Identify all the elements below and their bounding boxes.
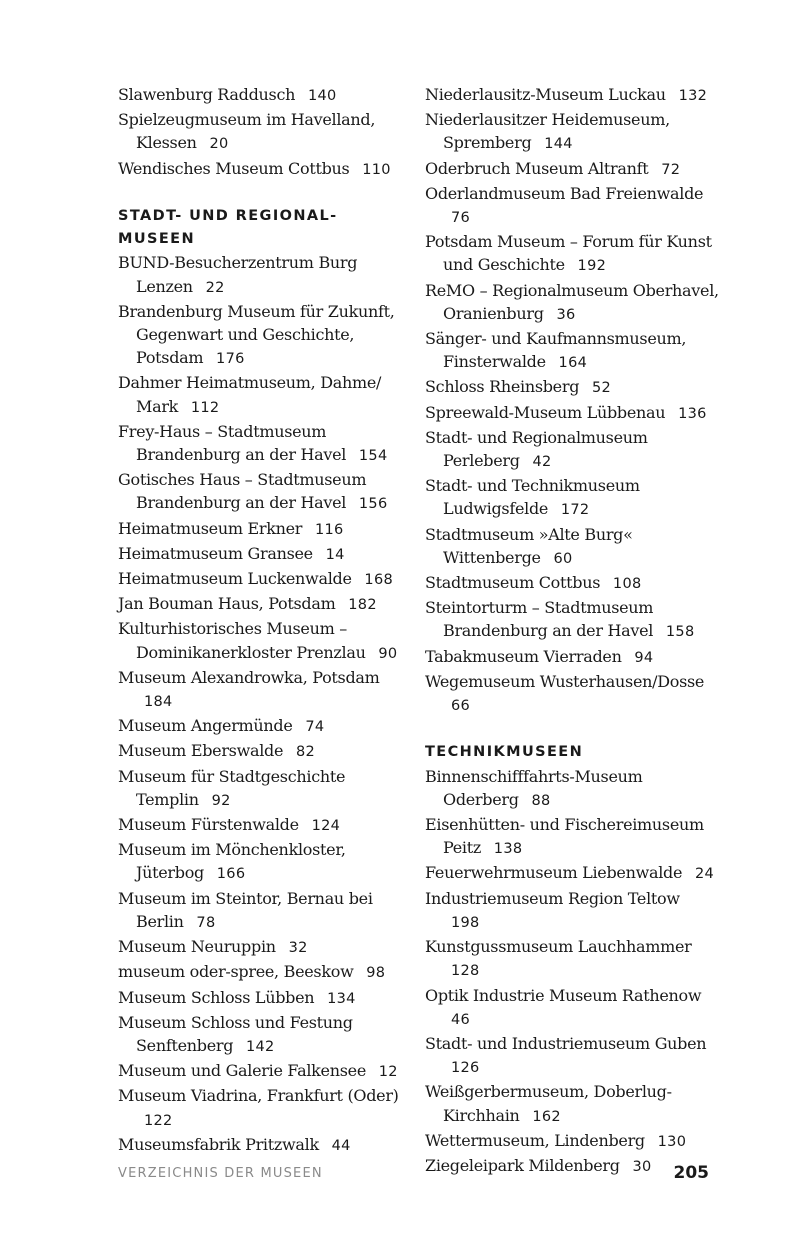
index-entry (425, 108, 720, 156)
entry-page-number: 158 (665, 624, 695, 641)
entry-page-number: 192 (577, 258, 607, 275)
entry-page-number: 164 (558, 355, 588, 372)
entry-page-number: 24 (694, 866, 715, 883)
entry-name: Stadtmuseum Cottbus (425, 573, 601, 593)
entry-name: Potsdam Museum – Forum für Kunst und Geschichte (425, 232, 712, 275)
entry-name: museum oder-spree, Beeskow (118, 962, 354, 982)
entry-name: Museumsfabrik Pritzwalk (118, 1134, 319, 1154)
entry-name: Museum und Galerie Falkensee (118, 1061, 366, 1081)
entry-name: Heimatmuseum Gransee (118, 543, 313, 563)
entry-page-number: 66 (451, 698, 471, 715)
entry-name: Museum im Mönchenkloster, Jüterbog (118, 840, 346, 883)
index-entry (425, 279, 720, 327)
entry-page-number: 162 (532, 1108, 561, 1125)
index-entry (425, 861, 720, 886)
index-column-right (425, 83, 720, 1179)
entry-page-number: 198 (451, 914, 480, 931)
entry-page-number: 78 (196, 914, 216, 931)
index-entry (118, 1011, 408, 1059)
entry-name: Frey-Haus – Stadtmuseum Brandenburg an der Havel (118, 421, 347, 465)
entry-name: Gotisches Haus – Stadtmuseum Brandenburg an der Havel (118, 470, 367, 513)
index-entry (118, 714, 408, 739)
entry-page-number: 136 (678, 405, 707, 422)
index-entry (425, 1032, 720, 1080)
index-entry (118, 157, 408, 182)
index-entry (425, 426, 720, 474)
index-entry (118, 592, 408, 617)
entry-name: Oderbruch Museum Altranft (425, 158, 649, 178)
entry-page-number: 124 (311, 818, 341, 835)
index-entry (425, 230, 720, 278)
entry-name: Wendisches Museum Cottbus (118, 158, 350, 178)
index-entry (118, 300, 408, 372)
index-entry (425, 935, 720, 983)
index-entry (118, 1133, 408, 1158)
index-entry (425, 83, 720, 108)
page-number: 205 (673, 1163, 709, 1183)
index-entry (118, 251, 408, 299)
entry-name: Dahmer Heimatmuseum, Dahme/ Mark (118, 373, 382, 416)
entry-page-number: 108 (612, 576, 642, 593)
entry-page-number: 166 (216, 866, 246, 883)
index-entry (118, 617, 408, 665)
index-entry (118, 371, 408, 419)
entry-name: BUND-Besucherzentrum Burg Lenzen (118, 253, 358, 296)
index-entry (118, 420, 408, 468)
entry-name: Niederlausitz-Museum Luckau (425, 85, 666, 104)
entry-name: Heimatmuseum Erkner (118, 518, 303, 538)
entry-name: Stadt- und Technikmuseum Ludwigsfelde (425, 476, 640, 519)
entry-page-number: 144 (544, 136, 573, 153)
entry-name: Museum Fürstenwalde (118, 815, 299, 835)
entry-page-number: 46 (451, 1011, 471, 1028)
index-entry (118, 986, 408, 1011)
index-entry (118, 517, 408, 542)
entry-page-number: 128 (451, 963, 480, 980)
index-entry (118, 960, 408, 985)
entry-name: Binnenschifffahrts-Museum Oderberg (425, 766, 643, 809)
entry-page-number: 98 (366, 965, 386, 982)
entry-name: Museum im Steintor, Bernau bei Berlin (118, 888, 373, 931)
section-heading-stadt-regional: STADT- UND REGIONAL-MUSEEN (118, 208, 338, 248)
entry-page-number: 184 (144, 694, 173, 711)
index-entry (425, 596, 720, 644)
entry-name: Stadtmuseum »Alte Burg« Wittenberge (425, 524, 633, 567)
entry-page-number: 44 (331, 1137, 351, 1154)
entry-page-number: 132 (678, 88, 708, 104)
entry-page-number: 168 (364, 572, 393, 589)
entry-page-number: 30 (632, 1158, 652, 1175)
entry-name: Stadt- und Regionalmuseum Perleberg (425, 427, 648, 471)
entry-page-number: 126 (451, 1060, 480, 1077)
entry-name: Wegemuseum Wusterhausen/Dosse (425, 671, 705, 691)
entry-list (118, 251, 408, 1158)
entry-name: Oderlandmuseum Bad Freienwalde (425, 183, 704, 203)
entry-name: Museum Schloss und Festung Senftenberg (118, 1012, 353, 1055)
entry-name: Spielzeugmuseum im Havelland, Klessen (118, 110, 376, 153)
entry-page-number: 60 (553, 550, 573, 567)
entry-page-number: 122 (144, 1112, 173, 1129)
entry-name: Steintorturm – Stadtmuseum Brandenburg an der Havel (425, 598, 654, 641)
entry-page-number: 94 (634, 649, 654, 666)
index-column-left (118, 83, 408, 1158)
index-entry (118, 838, 408, 886)
entry-page-number: 156 (358, 496, 388, 513)
index-entry (118, 468, 408, 516)
index-entry (118, 887, 408, 935)
entry-page-number: 32 (288, 940, 308, 957)
entry-page-number: 88 (531, 792, 551, 809)
index-entry (425, 401, 720, 426)
index-entry (425, 645, 720, 670)
entry-name: Eisenhütten- und Fischereimuseum Peitz (425, 815, 704, 858)
entry-page-number: 42 (532, 454, 552, 471)
index-entry (118, 83, 408, 108)
entry-page-number: 182 (348, 597, 377, 614)
entry-page-number: 176 (216, 351, 245, 368)
index-entry (118, 813, 408, 838)
index-entry (118, 108, 408, 156)
index-entry (425, 523, 720, 571)
index-entry (118, 1084, 408, 1132)
entry-name: Sänger- und Kaufmannsmuseum, Finsterwalde (425, 329, 687, 372)
entry-name: ReMO – Regionalmuseum Oberhavel, Oranienburg (425, 280, 719, 323)
index-entry (425, 571, 720, 596)
index-entry (425, 984, 720, 1032)
entry-page-number: 14 (325, 546, 345, 563)
entry-list (425, 765, 720, 1179)
entry-name: Slawenburg Raddusch (118, 85, 296, 104)
entry-page-number: 12 (378, 1064, 398, 1081)
entry-page-number: 74 (305, 719, 325, 736)
entry-page-number: 22 (205, 279, 225, 296)
entry-name: Museum Neuruppin (118, 937, 276, 957)
entry-page-number: 110 (362, 161, 391, 178)
index-entry (425, 670, 720, 718)
entry-list (425, 83, 720, 718)
entry-page-number: 20 (209, 136, 229, 153)
entry-name: Feuerwehrmuseum Liebenwalde (425, 863, 683, 883)
index-entry (425, 1080, 720, 1128)
index-entry (425, 182, 720, 230)
entry-name: Stadt- und Industriemuseum Guben (425, 1033, 707, 1053)
index-entry (425, 327, 720, 375)
entry-page-number: 72 (661, 161, 681, 178)
entry-page-number: 52 (591, 380, 611, 397)
entry-name: Tabakmuseum Vierraden (425, 646, 622, 666)
entry-name: Heimatmuseum Luckenwalde (118, 569, 352, 589)
index-entry (425, 375, 720, 400)
entry-page-number: 116 (314, 521, 344, 538)
index-entry (118, 567, 408, 592)
index-entry (425, 887, 720, 935)
entry-name: Museum Angermünde (118, 716, 293, 736)
entry-name: Wettermuseum, Lindenberg (425, 1130, 645, 1150)
entry-name: Museum für Stadtgeschichte Templin (118, 766, 346, 809)
entry-page-number: 36 (556, 306, 576, 323)
entry-page-number: 140 (307, 88, 337, 104)
entry-page-number: 142 (245, 1038, 275, 1055)
entry-page-number: 134 (327, 990, 356, 1007)
entry-page-number: 90 (378, 645, 398, 662)
entry-name: Ziegeleipark Mildenberg (425, 1155, 620, 1175)
entry-name: Museum Viadrina, Frankfurt (Oder) (118, 1086, 399, 1106)
entry-page-number: 76 (451, 210, 471, 227)
entry-name: Museum Schloss Lübben (118, 987, 315, 1007)
entry-page-number: 172 (560, 502, 590, 519)
index-entry (425, 474, 720, 522)
entry-name: Museum Eberswalde (118, 741, 284, 761)
entry-name: Schloss Rheinsberg (425, 377, 580, 397)
entry-name: Industriemuseum Region Teltow (425, 888, 680, 908)
index-entry (118, 765, 408, 813)
entry-name: Spreewald-Museum Lübbenau (425, 402, 666, 422)
entry-page-number: 154 (358, 448, 388, 465)
entry-name: Museum Alexandrowka, Potsdam (118, 667, 380, 687)
section-heading-technik: TECHNIKMUSEEN (425, 744, 584, 761)
entry-name: Brandenburg Museum für Zukunft, Gegenwart und Geschichte, Potsdam (118, 301, 395, 368)
index-entry (425, 1129, 720, 1154)
index-entry (425, 765, 720, 813)
entry-page-number: 130 (657, 1133, 687, 1150)
index-entry (425, 157, 720, 182)
entry-page-number: 138 (493, 841, 523, 858)
index-entry (118, 1059, 408, 1084)
entry-name: Optik Industrie Museum Rathenow (425, 985, 702, 1005)
index-entry (118, 666, 408, 714)
entry-name: Kulturhistorisches Museum – Dominikanerkloster Prenzlau (118, 619, 366, 662)
entry-page-number: 112 (190, 399, 220, 416)
entry-list (118, 83, 408, 182)
entry-page-number: 92 (211, 792, 231, 809)
entry-name: Niederlausitzer Heidemuseum, Spremberg (425, 110, 670, 153)
index-entry (425, 813, 720, 861)
entry-page-number: 82 (295, 744, 316, 761)
index-entry (118, 542, 408, 567)
index-entry (118, 739, 408, 764)
entry-name: Kunstgussmuseum Lauchhammer (425, 937, 692, 957)
entry-name: Weißgerbermuseum, Doberlug-Kirchhain (425, 1082, 672, 1125)
entry-name: Jan Bouman Haus, Potsdam (118, 594, 336, 614)
running-footer-title: VERZEICHNIS DER MUSEEN (118, 1166, 323, 1181)
index-entry (118, 935, 408, 960)
